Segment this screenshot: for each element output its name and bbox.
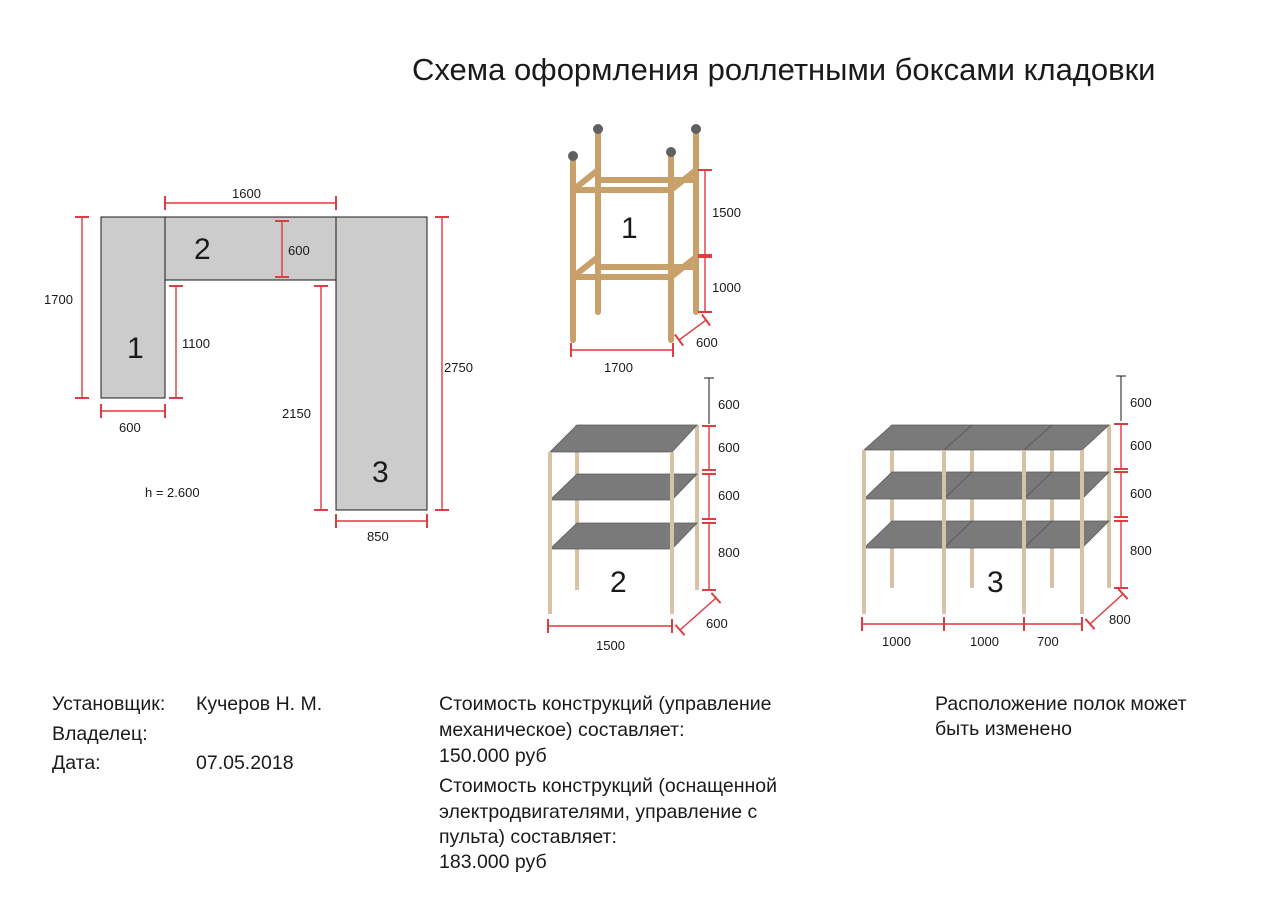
rack3-dim-w2: 1000: [970, 634, 999, 649]
plan-label-2: 2: [194, 233, 211, 266]
rack2-dim-width: 1500: [596, 638, 625, 653]
date-value: 07.05.2018: [196, 752, 294, 774]
dim-1100: 1100: [182, 336, 210, 351]
rack2-shelf-3: [550, 523, 697, 549]
rack1-dim-600: 600: [696, 335, 718, 350]
cost1-line-2: механическое) составляет:: [439, 719, 685, 741]
rack2-shelf-2: [550, 474, 697, 500]
rack2-dim-depth: 600: [706, 616, 728, 631]
floor-plan: [44, 186, 473, 544]
rack-1: [568, 124, 741, 375]
rack3-dim-4: 800: [1130, 543, 1152, 558]
cost1-line-1: Стоимость конструкций (управление: [439, 693, 772, 715]
dim-2150: 2150: [282, 406, 311, 421]
installer-label: Установщик:: [52, 693, 166, 715]
rack2-dim-3: 600: [718, 488, 740, 503]
installer-value: Кучеров Н. М.: [196, 693, 323, 715]
plan-box-2: [165, 217, 336, 280]
plan-box-1: [101, 217, 165, 398]
cost2-line-2: электродвигателями, управление с: [439, 801, 758, 823]
plan-label-1: 1: [127, 332, 144, 365]
cost2-line-1: Стоимость конструкций (оснащенной: [439, 775, 778, 797]
info-block: [52, 693, 1187, 873]
rack3-dim-1: 600: [1130, 395, 1152, 410]
owner-label: Владелец:: [52, 723, 148, 745]
page-title: Схема оформления роллетными боксами кладовки: [412, 52, 1156, 87]
rack-2: [548, 378, 740, 653]
date-label: Дата:: [52, 752, 101, 774]
rack3-dim-w3: 700: [1037, 634, 1059, 649]
rack3-label: 3: [987, 566, 1004, 599]
rack3-dim-depth: 800: [1109, 612, 1131, 627]
dim-600-box2: 600: [288, 243, 310, 258]
rack1-dim-1500: 1500: [712, 205, 741, 220]
rack3-dim-w1: 1000: [882, 634, 911, 649]
plan-label-3: 3: [372, 456, 389, 489]
rack1-dim-1000: 1000: [712, 280, 741, 295]
rack3-shelf-top: [864, 425, 1109, 450]
rack3-dim-2: 600: [1130, 438, 1152, 453]
dim-1700: 1700: [44, 292, 73, 307]
rack2-dim-2: 600: [718, 440, 740, 455]
rack3-shelf-2: [864, 472, 1109, 499]
rack2-shelf-top: [550, 425, 697, 452]
height-note: h = 2.600: [145, 485, 200, 500]
dim-1600: 1600: [232, 186, 261, 201]
rack2-dim-1: 600: [718, 397, 740, 412]
rack1-label: 1: [621, 212, 638, 245]
dim-600-bottom: 600: [119, 420, 141, 435]
cost1-line-3: 150.000 руб: [439, 745, 547, 767]
dim-2750: 2750: [444, 360, 473, 375]
rack3-dim-3: 600: [1130, 486, 1152, 501]
rack3-shelf-3: [864, 521, 1109, 548]
rack2-dim-4: 800: [718, 545, 740, 560]
note-line-2: быть изменено: [935, 718, 1073, 740]
cost2-line-4: 183.000 руб: [439, 851, 547, 873]
note-line-1: Расположение полок может: [935, 693, 1187, 715]
dim-850: 850: [367, 529, 389, 544]
rack2-label: 2: [610, 566, 627, 599]
rack1-dim-1700: 1700: [604, 360, 633, 375]
rack-3: [862, 376, 1152, 649]
cost2-line-3: пульта) составляет:: [439, 826, 617, 848]
